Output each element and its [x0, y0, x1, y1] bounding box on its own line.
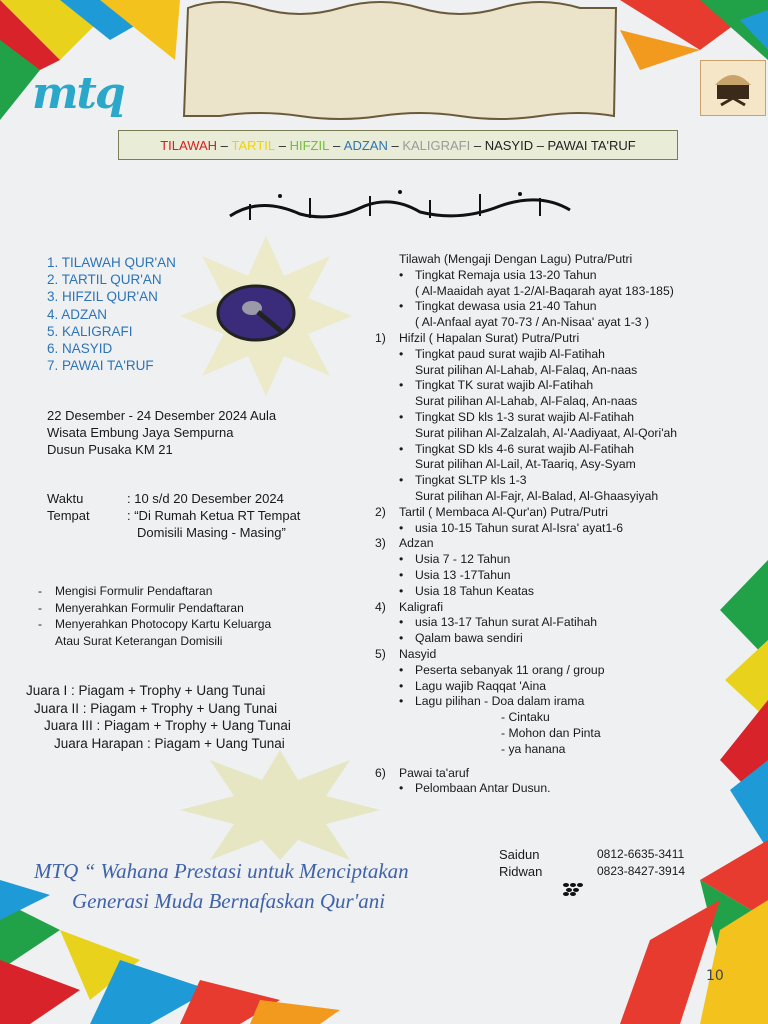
basmala-calligraphy — [220, 186, 576, 226]
detail-line: • Tingkat paud surat wajib Al-Fatihah — [399, 346, 605, 361]
detail-line: • Lagu pilihan - Doa dalam irama — [399, 694, 585, 709]
event-location — [47, 407, 276, 458]
detail-line: 2) Tartil ( Membaca Al-Qur'an) Putra/Putri — [375, 504, 608, 519]
detail-line: Surat pilihan Al-Lail, At-Taariq, Asy-Syam — [415, 457, 636, 472]
requirement-item: - Menyerahkan Photocopy Kartu Keluarga — [38, 617, 272, 631]
slogan — [34, 856, 409, 916]
detail-line: 5) Nasyid — [375, 646, 437, 661]
competition-item: 5. KALIGRAFI — [47, 323, 133, 339]
detail-line: 3) Adzan — [375, 536, 434, 551]
category-item: TILAWAH — [160, 137, 218, 153]
prize-item: Juara III : Piagam + Trophy + Uang Tunai — [44, 718, 291, 734]
detail-line: 4) Kaligrafi — [375, 599, 444, 614]
competition-details — [375, 252, 760, 797]
detail-line — [375, 758, 760, 766]
detail-line: • Peserta sebanyak 11 orang / group — [399, 662, 605, 677]
category-item: KALIGRAFI — [402, 137, 471, 153]
place-value-cont: Domisili Masing - Masing” — [137, 525, 286, 540]
category-item: ADZAN — [343, 137, 388, 153]
detail-line: • Usia 18 Tahun Keatas — [399, 583, 535, 598]
detail-line: 6) Pawai ta'aruf — [375, 765, 470, 780]
competition-list — [47, 254, 176, 374]
detail-line: - Cintaku — [501, 710, 550, 725]
place-label: Tempat — [47, 508, 90, 523]
detail-line: ( Al-Maaidah ayat 1-2/Al-Baqarah ayat 183-185) — [415, 283, 674, 298]
time-value: : 10 s/d 20 Desember 2024 — [127, 491, 284, 506]
page-number: 10 — [706, 968, 724, 984]
location-line: Wisata Embung Jaya Sempurna — [47, 425, 234, 440]
detail-line: - ya hanana — [501, 741, 566, 756]
microphone-image — [216, 284, 296, 342]
location-line: Dusun Pusaka KM 21 — [47, 442, 173, 457]
detail-line: • Lagu wajib Raqqat 'Aina — [399, 678, 547, 693]
category-item: – — [217, 137, 232, 153]
scroll-banner — [180, 0, 622, 120]
category-item: HIFZIL — [289, 137, 330, 153]
detail-line: 1) Hifzil ( Hapalan Surat) Putra/Putri — [375, 330, 580, 345]
category-item: TARTIL — [231, 137, 276, 153]
detail-line: • usia 10-15 Tahun surat Al-Isra' ayat1-6 — [399, 520, 624, 535]
detail-line: • usia 13-17 Tahun surat Al-Fatihah — [399, 615, 598, 630]
requirement-item: Atau Surat Keterangan Domisili — [55, 633, 223, 648]
detail-line: - Mohon dan Pinta — [501, 725, 601, 740]
detail-line: • Tingkat SD kls 1-3 surat wajib Al-Fatihah — [399, 409, 635, 424]
detail-line: • Usia 7 - 12 Tahun — [399, 552, 511, 567]
detail-line: • Qalam bawa sendiri — [399, 631, 523, 646]
detail-line: • Tingkat SLTP kls 1-3 — [399, 473, 527, 488]
detail-line: Surat pilihan Al-Fajr, Al-Balad, Al-Ghaasyiyah — [415, 488, 659, 503]
detail-line: Surat pilihan Al-Lahab, Al-Falaq, An-naas — [415, 362, 638, 377]
detail-line: • Tingkat dewasa usia 21-40 Tahun — [399, 299, 597, 314]
registration-info — [47, 490, 300, 541]
detail-line: • Tingkat Remaja usia 13-20 Tahun — [399, 267, 597, 282]
slogan-line-2: Generasi Muda Bernafaskan Qur'ani — [72, 889, 386, 913]
competition-item: 7. PAWAI TA'RUF — [47, 358, 154, 374]
detail-line: • Tingkat TK surat wajib Al-Fatihah — [399, 378, 594, 393]
competition-item: 6. NASYID — [47, 341, 113, 357]
detail-line: Surat pilihan Al-Zalzalah, Al-'Aadiyaat, Al-Qori'ah — [415, 425, 678, 440]
detail-line: Surat pilihan Al-Lahab, Al-Falaq, An-naas — [415, 394, 638, 409]
category-bar — [118, 130, 678, 160]
detail-line: • Pelombaan Antar Dusun. — [399, 781, 551, 796]
prize-list — [26, 682, 291, 752]
competition-item: 3. HIFZIL QUR'AN — [47, 289, 158, 305]
detail-line: Tilawah (Mengaji Dengan Lagu) Putra/Putri — [399, 252, 633, 266]
category-item: – — [387, 137, 403, 153]
prize-item: Juara I : Piagam + Trophy + Uang Tunai — [26, 683, 266, 698]
mtq-logo: mtq — [32, 68, 124, 119]
competition-item: 1. TILAWAH QUR'AN — [47, 255, 176, 270]
requirement-item: - Menyerahkan Formulir Pendaftaran — [38, 600, 244, 615]
location-line: 22 Desember - 24 Desember 2024 Aula — [47, 408, 277, 423]
time-label: Waktu — [47, 491, 84, 506]
detail-line: • Usia 13 -17Tahun — [399, 567, 511, 582]
prize-item: Juara II : Piagam + Trophy + Uang Tunai — [34, 700, 278, 716]
contact-name: Ridwan — [499, 864, 543, 879]
quran-stand-icon — [700, 60, 766, 116]
category-item: – — [329, 137, 344, 153]
requirement-item: - Mengisi Formulir Pendaftaran — [38, 584, 213, 598]
detail-line: ( Al-Anfaal ayat 70-73 / An-Nisaa' ayat 1-3 ) — [415, 315, 650, 330]
contact-name: Saidun — [499, 847, 540, 862]
starburst-shape-bottom — [180, 750, 380, 860]
slogan-line-1: MTQ “ Wahana Prestasi untuk Menciptakan — [34, 859, 409, 883]
requirements-list — [38, 583, 271, 649]
category-item: – NASYID – PAWAI TA'RUF — [470, 137, 636, 153]
contact-list — [499, 846, 685, 880]
blackberry-icon — [562, 882, 584, 899]
contact-phone: 0823-8427-3914 — [597, 864, 686, 878]
prize-item: Juara Harapan : Piagam + Uang Tunai — [54, 735, 285, 751]
category-item: – — [275, 137, 290, 153]
detail-line: • Tingkat SD kls 4-6 surat wajib Al-Fatihah — [399, 441, 635, 456]
contact-phone: 0812-6635-3411 — [597, 847, 685, 861]
place-value: : “Di Rumah Ketua RT Tempat — [127, 508, 301, 523]
competition-item: 4. ADZAN — [47, 306, 108, 322]
competition-item: 2. TARTIL QUR'AN — [47, 272, 162, 288]
